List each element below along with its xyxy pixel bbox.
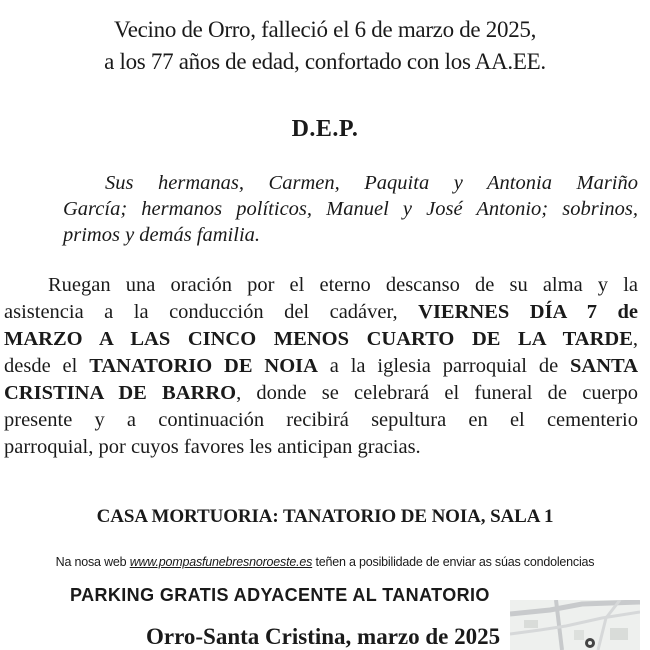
intro-block bbox=[0, 14, 650, 78]
web-prefix: Na nosa web bbox=[55, 555, 130, 569]
intro-line-2: a los 77 años de edad, confortado con los AA.EE. bbox=[104, 49, 546, 74]
web-condolences-note bbox=[0, 555, 650, 569]
ceremony-line-5 bbox=[4, 380, 638, 407]
family-block bbox=[63, 170, 638, 248]
family-line-3: primos y demás familia. bbox=[63, 224, 261, 246]
location-pin-center bbox=[588, 641, 592, 645]
ceremony-origin: TANATORIO DE NOIA bbox=[89, 355, 318, 377]
casa-mortuoria: CASA MORTUORIA: TANATORIO DE NOIA, SALA 1 bbox=[96, 506, 554, 527]
website-link[interactable]: www.pompasfunebresnoroeste.es bbox=[129, 555, 313, 569]
ceremony-line-6: presente y a continuación recibirá sepultura en el cementerio bbox=[4, 409, 638, 431]
map-building bbox=[574, 630, 584, 640]
ceremony-line-1: Ruegan una oración por el eterno descanso de su alma y la bbox=[48, 274, 638, 296]
map-building bbox=[524, 620, 538, 628]
map-building bbox=[610, 628, 628, 640]
ceremony-text: , donde se celebrará el funeral de cuerpo bbox=[236, 382, 638, 404]
family-line-1: Sus hermanas, Carmen, Paquita y Antonia Mariño bbox=[105, 172, 638, 194]
ceremony-church-part-1: SANTA bbox=[570, 355, 638, 377]
ceremony-text: a la iglesia parroquial de bbox=[317, 355, 571, 377]
place-date-signature: Orro-Santa Cristina, marzo de 2025 bbox=[146, 624, 501, 649]
dep-heading: D.E.P. bbox=[291, 116, 359, 142]
intro-line-1: Vecino de Orro, falleció el 6 de marzo de 2025, bbox=[113, 17, 537, 42]
ceremony-paragraph bbox=[4, 272, 638, 461]
ceremony-church-part-2: CRISTINA DE BARRO bbox=[4, 382, 237, 404]
ceremony-line-4 bbox=[4, 353, 638, 380]
location-map bbox=[510, 600, 640, 650]
ceremony-date-part-1: VIERNES DÍA 7 de bbox=[418, 301, 638, 323]
ceremony-line-7: parroquial, por cuyos favores les anticipan gracias. bbox=[4, 436, 421, 458]
ceremony-text: , bbox=[632, 328, 638, 350]
ceremony-text: asistencia a la conducción del cadáver, bbox=[4, 301, 419, 323]
ceremony-date-part-2: MARZO A LAS CINCO MENOS CUARTO DE LA TARDE bbox=[4, 328, 633, 350]
family-line-2: García; hermanos políticos, Manuel y José Antonio; sobrinos, bbox=[63, 198, 638, 220]
map-graphic bbox=[510, 600, 640, 650]
web-suffix: teñen a posibilidade de enviar as súas condolencias bbox=[312, 555, 595, 569]
ceremony-line-3 bbox=[4, 326, 638, 353]
parking-notice: PARKING GRATIS ADYACENTE AL TANATORIO bbox=[70, 585, 490, 605]
ceremony-text: desde el bbox=[4, 355, 90, 377]
ceremony-line-2 bbox=[4, 299, 638, 326]
